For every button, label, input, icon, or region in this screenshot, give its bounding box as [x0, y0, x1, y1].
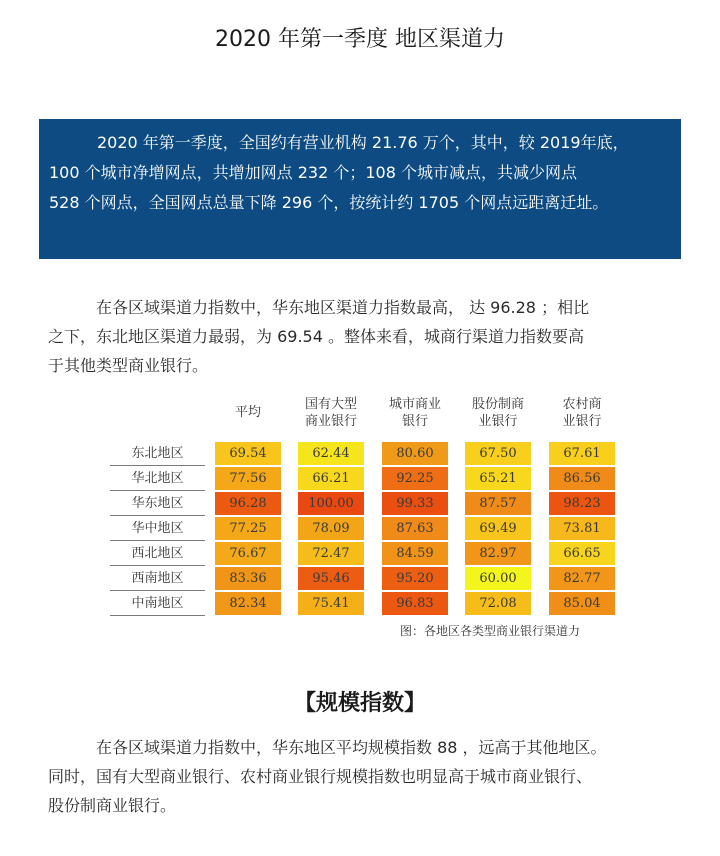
scale-index-paragraph — [48, 733, 680, 820]
row-label: 华中地区 — [110, 517, 205, 541]
heatmap-cell: 83.36 — [215, 567, 281, 590]
heatmap-cell: 98.23 — [549, 492, 615, 515]
row-label: 中南地区 — [110, 592, 205, 616]
paragraph-line: 于其他类型商业银行。 — [48, 356, 209, 375]
column-header-line: 商业银行 — [304, 414, 357, 429]
column-header-line: 城市商业 — [388, 397, 441, 412]
heatmap-cell: 96.28 — [215, 492, 281, 515]
column-header-line: 国有大型 — [304, 397, 357, 412]
row-label: 东北地区 — [110, 442, 205, 466]
paragraph-line: 之下，东北地区渠道力最弱，为 69.54 。整体来看，城商行渠道力指数要高 — [48, 327, 584, 346]
heatmap-caption: 图：各地区各类型商业银行渠道力 — [400, 624, 581, 638]
column-header-line: 业银行 — [562, 414, 602, 429]
paragraph-line: 在各区域渠道力指数中，华东地区平均规模指数 88 ，远高于其他地区。 — [96, 738, 607, 757]
heatmap-cell: 67.50 — [465, 442, 531, 465]
heatmap-cell: 92.25 — [382, 467, 448, 490]
channel-power-heatmap — [110, 396, 620, 646]
row-label: 华北地区 — [110, 467, 205, 491]
heatmap-cell: 66.21 — [298, 467, 364, 490]
heatmap-cell: 76.67 — [215, 542, 281, 565]
paragraph-line: 股份制商业银行。 — [48, 796, 177, 815]
row-label: 西南地区 — [110, 567, 205, 591]
heatmap-cell: 82.34 — [215, 592, 281, 615]
heatmap-cell: 62.44 — [298, 442, 364, 465]
row-label: 华东地区 — [110, 492, 205, 516]
heatmap-cell: 84.59 — [382, 542, 448, 565]
column-header-line: 业银行 — [478, 414, 518, 429]
page-title: 2020 年第一季度 地区渠道力 — [215, 27, 505, 52]
heatmap-cell: 77.56 — [215, 467, 281, 490]
column-header-line: 银行 — [401, 414, 428, 429]
intro-line: 2020 年第一季度，全国约有营业机构 21.76 万个，其中，较 2019年底， — [97, 133, 629, 152]
heatmap-cell: 78.09 — [298, 517, 364, 540]
heatmap-cell: 77.25 — [215, 517, 281, 540]
column-header-line: 平均 — [234, 405, 261, 420]
paragraph-line: 同时，国有大型商业银行、农村商业银行规模指数也明显高于城市商业银行、 — [48, 767, 593, 786]
heatmap-cell: 100.00 — [298, 492, 364, 515]
heatmap-cell: 66.65 — [549, 542, 615, 565]
column-header-line: 农村商 — [562, 397, 602, 412]
column-header — [549, 396, 615, 430]
column-header — [298, 396, 364, 430]
intro-line: 100 个城市净增网点，共增加网点 232 个；108 个城市减点，共减少网点 — [49, 163, 577, 182]
heatmap-cell: 86.56 — [549, 467, 615, 490]
heatmap-cell: 80.60 — [382, 442, 448, 465]
heatmap-cell: 72.08 — [465, 592, 531, 615]
heatmap-cell: 87.57 — [465, 492, 531, 515]
heatmap-cell: 82.77 — [549, 567, 615, 590]
heatmap-cell: 67.61 — [549, 442, 615, 465]
intro-line: 528 个网点，全国网点总量下降 296 个，按统计约 1705 个网点远距离迁址。 — [49, 193, 609, 212]
heatmap-cell: 99.33 — [382, 492, 448, 515]
heatmap-cell: 72.47 — [298, 542, 364, 565]
heatmap-cell: 96.83 — [382, 592, 448, 615]
heatmap-cell: 69.54 — [215, 442, 281, 465]
heatmap-cell: 87.63 — [382, 517, 448, 540]
column-header-line: 股份制商 — [471, 397, 524, 412]
heatmap-cell: 75.41 — [298, 592, 364, 615]
heatmap-cell: 95.46 — [298, 567, 364, 590]
intro-highlight-box — [39, 119, 681, 259]
heatmap-cell: 69.49 — [465, 517, 531, 540]
heatmap-cell: 73.81 — [549, 517, 615, 540]
heatmap-cell: 60.00 — [465, 567, 531, 590]
row-label: 西北地区 — [110, 542, 205, 566]
heatmap-cell: 65.21 — [465, 467, 531, 490]
column-header — [465, 396, 531, 430]
heatmap-cell: 95.20 — [382, 567, 448, 590]
channel-power-paragraph — [48, 293, 680, 380]
paragraph-line: 在各区域渠道力指数中，华东地区渠道力指数最高， 达 96.28 ；相比 — [96, 298, 590, 317]
section-title-scale-index: 【规模指数】 — [293, 691, 426, 716]
column-header — [382, 396, 448, 430]
column-header — [215, 404, 281, 421]
heatmap-cell: 85.04 — [549, 592, 615, 615]
heatmap-cell: 82.97 — [465, 542, 531, 565]
